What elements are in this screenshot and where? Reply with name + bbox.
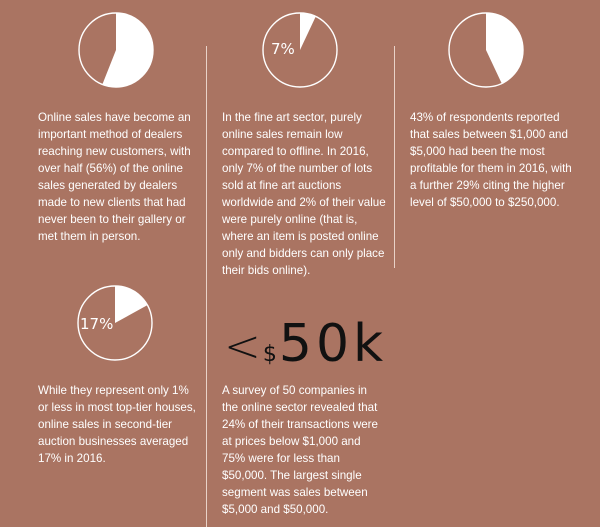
pie-slice	[115, 286, 147, 323]
pie-percent-label: 7%	[271, 40, 295, 58]
stat-text-survey: A survey of 50 companies in the online sector revealed that 24% of their transactions were at prices below $1,000 and 75% were for less than $50,000. The largest single segment was sales between $5,000 and $50,000.	[222, 384, 378, 516]
headline-stat	[224, 314, 387, 374]
column-divider-right	[394, 46, 395, 268]
pie-slice	[300, 13, 316, 50]
pie-chart-43	[447, 11, 525, 89]
pie-chart-17	[76, 284, 154, 362]
stat-text-fine-art-online: In the fine art sector, purely online sales remain low compared to offline. In 2016, only 7% of the number of lots sold at fine art auctions worldwide and 2% of their value were purely online (that is, where an item is posted online only and bidders can only place their bids online).	[222, 111, 386, 277]
pie-chart-56	[77, 11, 155, 89]
pie-percent-label: 43%	[489, 40, 523, 58]
pie-chart-7	[261, 11, 339, 89]
headline-currency: $	[262, 342, 277, 367]
stat-text-second-tier: While they represent only 1% or less in most top-tier houses, online sales in second-tier auction businesses averaged 17% in 2016.	[38, 384, 196, 465]
stat-text-profitable-range: 43% of respondents reported that sales between $1,000 and $5,000 had been the most profitable for them in 2016, with a further 29% citing the higher level of $50,000 to $250,000.	[410, 111, 572, 209]
stat-text-new-customers: Online sales have become an important method of dealers reaching new customers, with over half (56%) of the online sales generated by dealers made to new clients that had never been to their gallery or met them in person.	[38, 111, 191, 243]
pie-percent-label: 17%	[80, 315, 114, 333]
column-divider-left	[206, 46, 207, 527]
pie-percent-label: 56%	[117, 40, 151, 58]
headline-symbol: <	[224, 321, 261, 372]
headline-value: 50k	[278, 314, 388, 374]
